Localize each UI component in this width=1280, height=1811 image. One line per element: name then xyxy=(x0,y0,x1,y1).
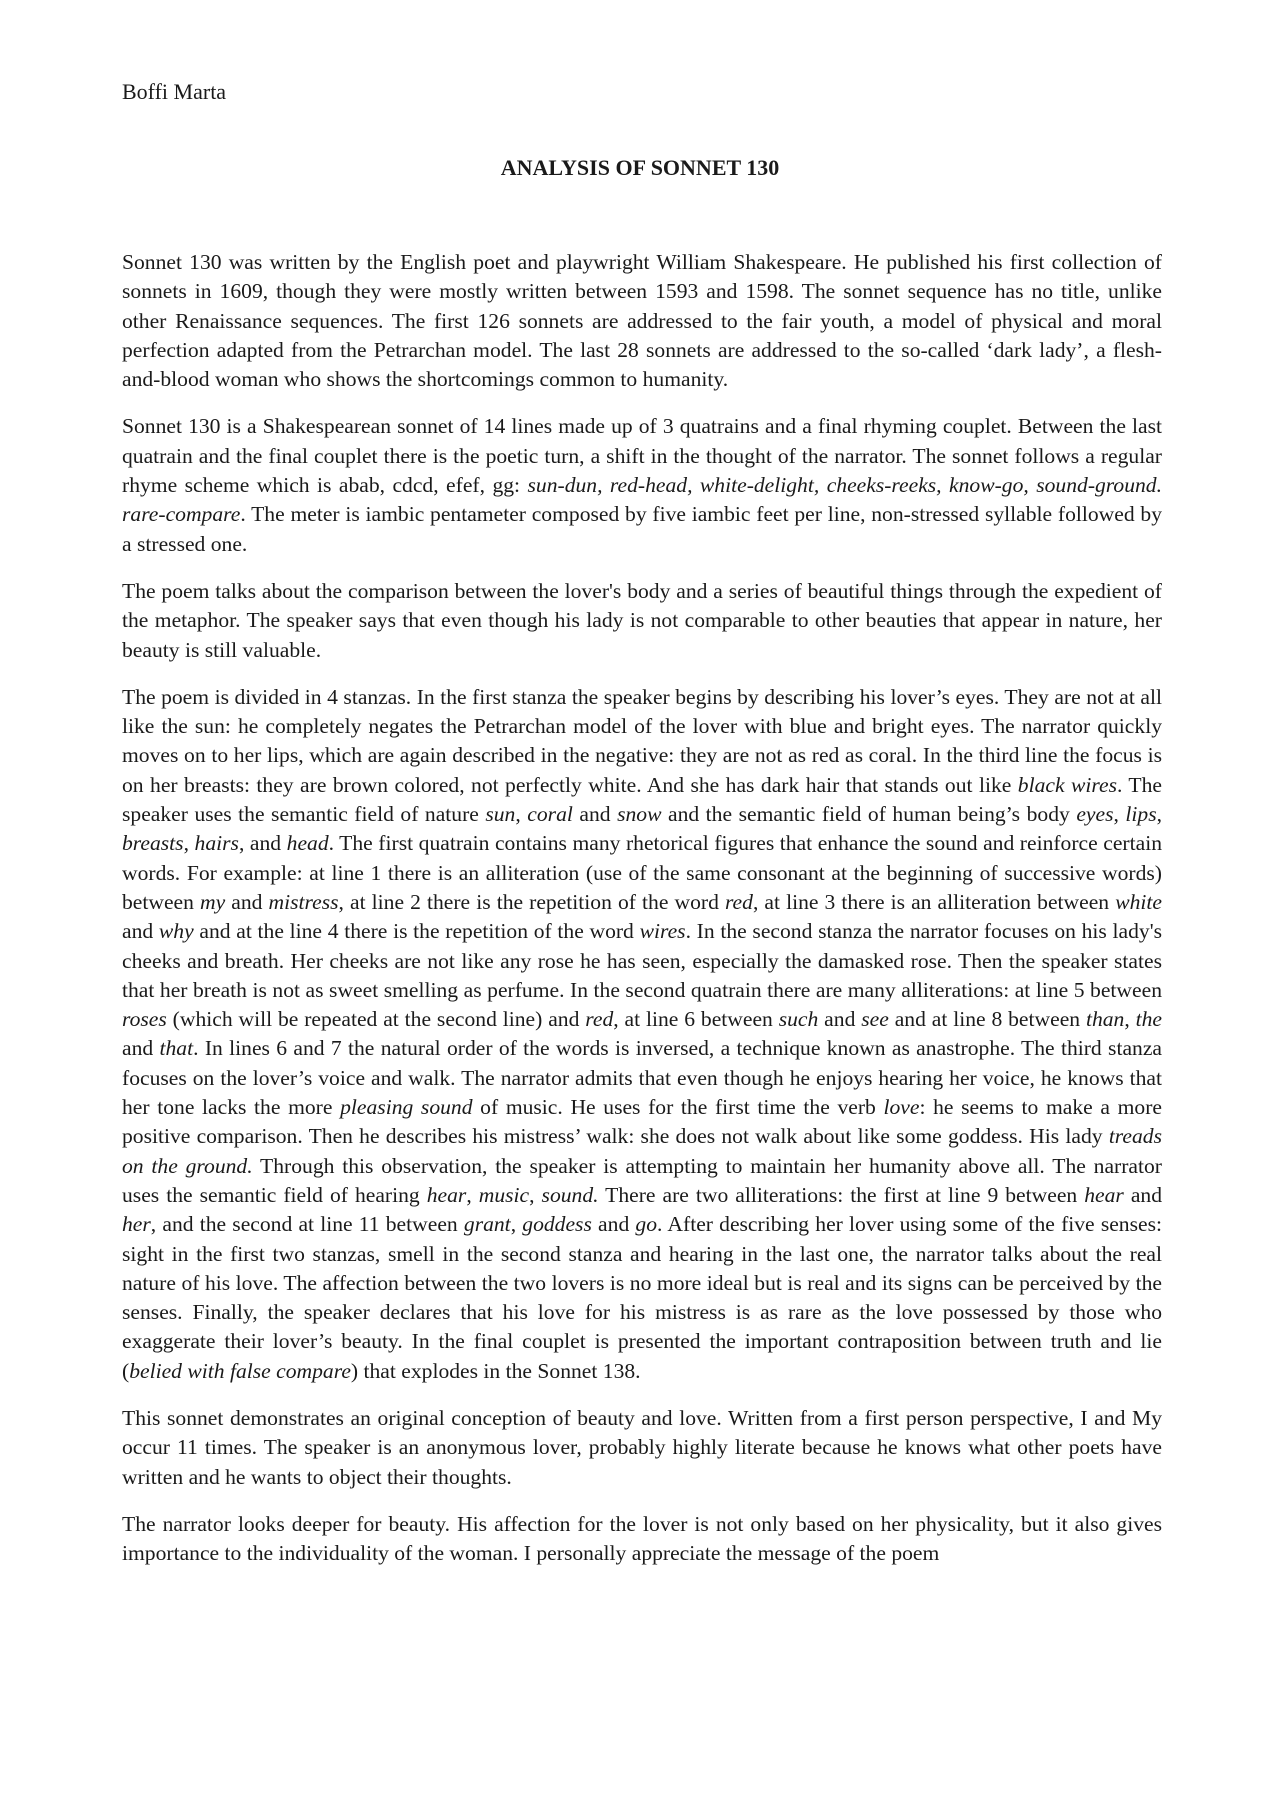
text-run: The narrator looks deeper for beauty. His affection for the lover is not only based on her physicality, but it also gives importance to the individuality of the woman. I personally appreciate the message of the poem xyxy=(122,1511,1162,1566)
italic-text-run: hear xyxy=(426,1182,467,1207)
italic-text-run: wires xyxy=(639,919,686,944)
text-run: , xyxy=(1113,802,1126,827)
text-run: (which will be repeated at the second line) and xyxy=(166,1007,586,1032)
body-paragraph xyxy=(122,248,1162,394)
text-run: , xyxy=(183,831,195,856)
text-run: and xyxy=(591,1212,636,1237)
body-paragraph xyxy=(122,683,1162,1386)
italic-text-run: lips xyxy=(1125,802,1157,827)
italic-text-run: red xyxy=(724,889,753,914)
text-run: of music. He uses for the first time the verb xyxy=(472,1095,884,1120)
text-run: Sonnet 130 is a Shakespearean sonnet of 14 lines made up of 3 quatrains and a final rhyming couplet. Between the last quatrain and the final couplet there is the poetic turn, a shift in the thought of the narrator. The sonnet follows a regular rhyme scheme which is abab, cdcd, efef, gg: xyxy=(122,414,1162,498)
text-run: , xyxy=(510,1212,523,1237)
text-run: and xyxy=(818,1007,862,1032)
text-run: , at line 3 there is an alliteration between xyxy=(752,889,1116,914)
italic-text-run: sound. xyxy=(541,1182,599,1207)
text-run: ) that explodes in the Sonnet 138. xyxy=(350,1358,641,1383)
italic-text-run: white xyxy=(1115,889,1162,914)
italic-text-run: music xyxy=(478,1182,530,1207)
italic-text-run: belied with false compare xyxy=(129,1358,351,1383)
text-run: , xyxy=(1156,802,1163,827)
text-run: There are two alliterations: the first at line 9 between xyxy=(598,1182,1085,1207)
text-run: and xyxy=(225,889,269,914)
italic-text-run: love xyxy=(883,1095,920,1120)
text-run: , at line 6 between xyxy=(613,1007,779,1032)
text-run: and xyxy=(1123,1182,1163,1207)
italic-text-run: why xyxy=(158,919,194,944)
italic-text-run: her xyxy=(122,1212,151,1237)
italic-text-run: the xyxy=(1135,1007,1163,1032)
text-run: and at the line 4 there is the repetition of the word xyxy=(193,919,640,944)
italic-text-run: see xyxy=(861,1007,889,1032)
text-run: and at line 8 between xyxy=(888,1007,1086,1032)
text-run: Sonnet 130 was written by the English poet and playwright William Shakespeare. He published his first collection of sonnets in 1609, though they were mostly written between 1593 and 1598. The sonnet sequence has no title, unlike other Renaissance sequences. The first 126 sonnets are addressed to the fair youth, a model of physical and moral perfection adapted from the Petrarchan model. The last 28 sonnets are addressed to the so-called ‘dark lady’, a flesh-and-blood woman who shows the shortcomings common to humanity. xyxy=(122,250,1162,392)
italic-text-run: sun-dun, red-head, white-delight, cheeks-reeks, know-go, sound-ground. rare-compare xyxy=(122,473,1162,527)
text-run: The poem talks about the comparison between the lover's body and a series of beautiful things through the expedient of the metaphor. The speaker says that even though his lady is not comparable to other beauties that appear in nature, her beauty is still valuable. xyxy=(122,578,1162,662)
text-run: . After describing her lover using some of the five senses: sight in the first two stanzas, smell in the second stanza and hearing in the last one, the narrator talks about the real nature of his love. The affection between the two lovers is no more ideal but is real and its signs can be perceived by the senses. Finally, the speaker declares that his love for his mistress is as rare as the love possessed by those who exaggerate their lover’s beauty. In the final couplet is presented the important contraposition between truth and lie ( xyxy=(122,1212,1162,1383)
italic-text-run: hear xyxy=(1084,1182,1124,1207)
text-run: , at line 2 there is the repetition of the word xyxy=(338,889,725,914)
body-paragraph xyxy=(122,1404,1162,1492)
italic-text-run: goddess xyxy=(522,1212,592,1237)
text-run: , xyxy=(1124,1007,1136,1032)
text-run: Through this observation, the speaker is attempting to maintain her humanity above all. The narrator uses the semantic field of hearing xyxy=(122,1153,1162,1207)
italic-text-run: roses xyxy=(122,1007,167,1032)
text-run: The poem is divided in 4 stanzas. In the first stanza the speaker begins by describing his lover’s eyes. They are not at all like the sun: he completely negates the Petrarchan model of the lover with blue and bright eyes. The narrator quickly moves on to her lips, which are again described in the negative: they are not as red as coral. In the third line the focus is on her breasts: they are brown colored, not perfectly white. And she has dark hair that stands out like xyxy=(122,684,1162,797)
text-run: , and xyxy=(238,831,287,856)
italic-text-run: grant xyxy=(463,1212,511,1237)
italic-text-run: hairs xyxy=(194,831,239,856)
italic-text-run: treads on the ground. xyxy=(122,1124,1162,1178)
text-run: , xyxy=(466,1182,479,1207)
italic-text-run: go xyxy=(635,1212,658,1237)
text-run: and the semantic field of human being’s body xyxy=(661,802,1077,827)
text-run: . In the second stanza the narrator focuses on his lady's cheeks and breath. Her cheeks are not like any rose he has seen, especially the damasked rose. Then the speaker states that her breath is not as sweet smelling as perfume. In the second quatrain there are many alliterations: at line 5 between xyxy=(122,919,1162,1002)
text-run: . In lines 6 and 7 the natural order of the words is inversed, a technique known as anastrophe. The third stanza focuses on the lover’s voice and walk. The narrator admits that even though he enjoys hearing her voice, he knows that her tone lacks the more xyxy=(122,1036,1163,1120)
italic-text-run: pleasing sound xyxy=(340,1095,473,1120)
italic-text-run: my xyxy=(200,889,226,914)
document-title: ANALYSIS OF SONNET 130 xyxy=(500,155,780,180)
text-run: , and the second at line 11 between xyxy=(150,1212,464,1237)
italic-text-run: than xyxy=(1085,1007,1125,1032)
author-name: Boffi Marta xyxy=(122,79,227,104)
text-run: , xyxy=(515,802,528,827)
italic-text-run: head xyxy=(286,831,329,856)
body-paragraph xyxy=(122,1510,1162,1569)
text-run: . The speaker uses the semantic field of nature xyxy=(122,772,1162,827)
text-run: and xyxy=(122,1036,160,1061)
italic-text-run: that xyxy=(159,1036,194,1061)
text-run: . The first quatrain contains many rhetorical figures that enhance the sound and reinforce certain words. For example: at line 1 there is an alliteration (use of the same consonant at the beginning of successive words) between xyxy=(122,831,1163,914)
text-run: , xyxy=(529,1182,542,1207)
italic-text-run: mistress xyxy=(268,889,339,914)
italic-text-run: sun xyxy=(485,802,516,827)
italic-text-run: coral xyxy=(527,802,573,827)
body-paragraph xyxy=(122,577,1162,665)
document-body xyxy=(122,248,1162,1586)
italic-text-run: such xyxy=(778,1007,819,1032)
italic-text-run: black wires xyxy=(1017,772,1117,797)
text-run: This sonnet demonstrates an original conception of beauty and love. Written from a first person perspective, I and My occur 11 times. The speaker is an anonymous lover, probably highly literate because he knows what other poets have written and he wants to object their thoughts. xyxy=(122,1405,1162,1489)
italic-text-run: eyes xyxy=(1076,802,1114,827)
text-run: . The meter is iambic pentameter composed by five iambic feet per line, non-stressed syllable followed by a stressed one. xyxy=(122,502,1162,556)
italic-text-run: breasts xyxy=(122,831,184,856)
text-run: : he seems to make a more positive comparison. Then he describes his mistress’ walk: she does not walk about like some goddess. His lady xyxy=(122,1095,1162,1149)
italic-text-run: snow xyxy=(617,802,662,827)
italic-text-run: red xyxy=(585,1007,614,1032)
text-run: and xyxy=(572,802,618,827)
body-paragraph xyxy=(122,412,1162,558)
text-run: and xyxy=(122,919,159,944)
